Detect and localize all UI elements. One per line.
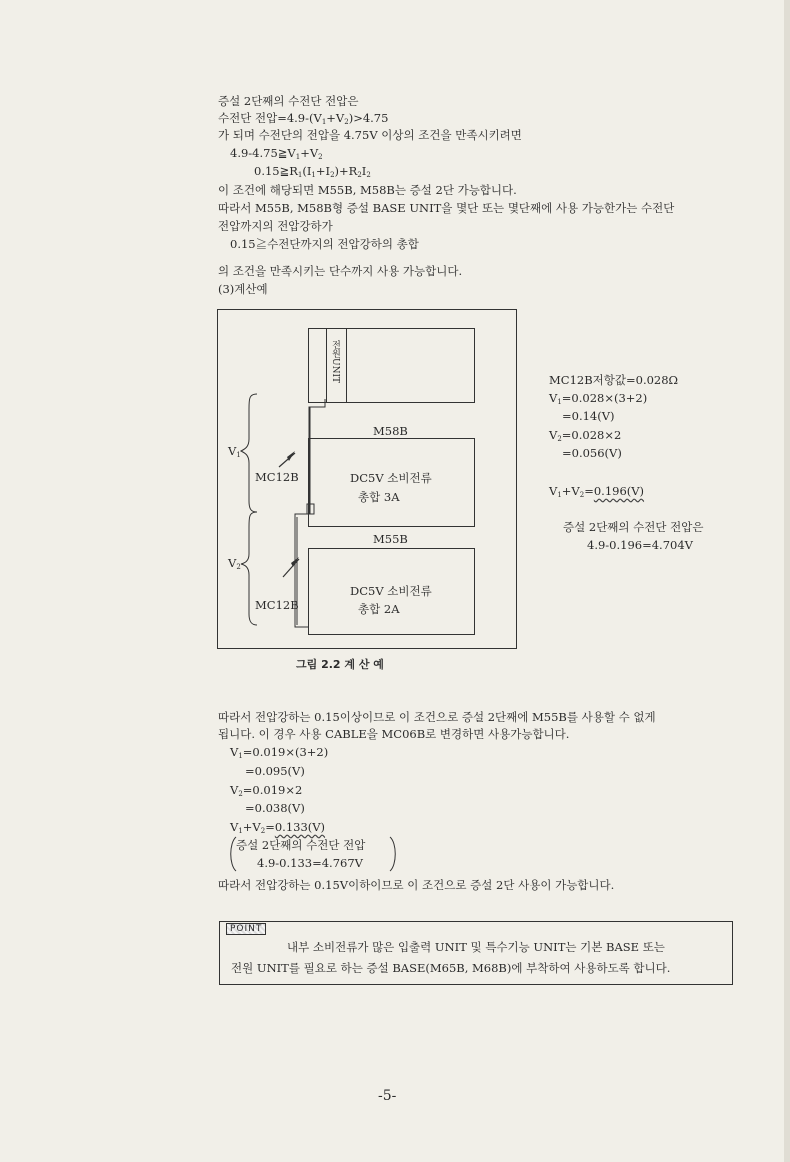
- after-receiving-label: 증설 2단째의 수전단 전압: [236, 838, 366, 852]
- figure-caption: 그림 2.2 계 산 예: [296, 658, 384, 671]
- calc-v1-result: =0.14(V): [562, 409, 615, 423]
- body-line-1: 증설 2단째의 수전단 전압은: [218, 94, 359, 108]
- cable-1-label: MC12B: [255, 470, 299, 484]
- section-heading-calc-example: (3)계산예: [218, 282, 268, 296]
- calc-v2-formula: $V_2=0.028\times 2$: [549, 428, 622, 443]
- body-line-6: 이 조건에 해당되면 M55B, M58B는 증설 2단 가능합니다.: [218, 183, 517, 197]
- page-number: -5-: [378, 1088, 397, 1104]
- m55b-current-label: DC5V 소비전류: [350, 584, 432, 598]
- body-line-8: 전압까지의 전압강하가: [218, 219, 333, 233]
- power-unit-label: 전원UNIT: [330, 340, 340, 384]
- after-sum: $V_1+V_2=0.133(V)$: [230, 820, 326, 835]
- m55b-current-total: 총합 2A: [358, 602, 400, 616]
- calc-v1-formula: $V_1=0.028\times(3+2)$: [549, 391, 648, 406]
- m58b-label: M58B: [373, 424, 408, 438]
- calc-sum: $V_1+V_2=0.196(V)$: [549, 484, 645, 499]
- after-v1-result: =0.095(V): [245, 764, 305, 778]
- m58b-current-total: 총합 3A: [358, 490, 400, 504]
- m55b-label: M55B: [373, 532, 408, 546]
- body-line-3: 가 되며 수전단의 전압을 4.75V 이상의 조건을 만족시키려면: [218, 128, 522, 142]
- after-v2-result: =0.038(V): [245, 801, 305, 815]
- m58b-current-label: DC5V 소비전류: [350, 471, 432, 485]
- v1-label: $V_1$: [228, 444, 241, 459]
- body-line-7: 따라서 M55B, M58B형 증설 BASE UNIT을 몇단 또는 몇단째에 사용 가능한가는 수전단: [218, 201, 675, 215]
- v2-label: $V_2$: [228, 556, 241, 571]
- body-line-9: 0.15≧수전단까지의 전압강하의 총합: [230, 237, 419, 251]
- calc-receiving-result: 4.9-0.196=4.704V: [587, 538, 693, 552]
- page-edge: [784, 0, 790, 1162]
- after-line-3: 따라서 전압강하는 0.15V이하이므로 이 조건으로 증설 2단 사용이 가능합니다.: [218, 878, 615, 892]
- body-line-5: $0.15≧R_1(I_1+I_2)+R_2I_2$: [254, 164, 371, 179]
- after-v1-formula: $V_1=0.019\times(3+2)$: [230, 745, 329, 760]
- calc-receiving-label: 증설 2단째의 수전단 전압은: [563, 520, 704, 534]
- point-line-2: 전원 UNIT를 필요로 하는 증설 BASE(M65B, M68B)에 부착하여 사용하도록 합니다.: [231, 961, 671, 975]
- body-line-10: 의 조건을 만족시키는 단수까지 사용 가능합니다.: [218, 264, 463, 278]
- point-label: POINT: [226, 923, 266, 935]
- body-line-2: 수전단 전압$=4.9-(V_1+V_2)>4.75$: [218, 111, 389, 126]
- calc-v2-result: =0.056(V): [562, 446, 622, 460]
- after-receiving-result: 4.9-0.133=4.767V: [257, 856, 363, 870]
- point-line-1: 내부 소비전류가 많은 입출력 UNIT 및 특수기능 UNIT는 기본 BASE 또는: [287, 940, 665, 954]
- after-v2-formula: $V_2=0.019\times 2$: [230, 783, 303, 798]
- after-line-2: 됩니다. 이 경우 사용 CABLE을 MC06B로 변경하면 사용가능합니다.: [218, 727, 570, 741]
- body-line-4: $4.9-4.75≧V_1+V_2$: [230, 146, 323, 161]
- after-line-1: 따라서 전압강하는 0.15이상이므로 이 조건으로 증설 2단째에 M55B를 사용할 수 없게: [218, 710, 656, 724]
- cable-2-label: MC12B: [255, 598, 299, 612]
- calc-resistance: MC12B저항값=0.028Ω: [549, 373, 679, 387]
